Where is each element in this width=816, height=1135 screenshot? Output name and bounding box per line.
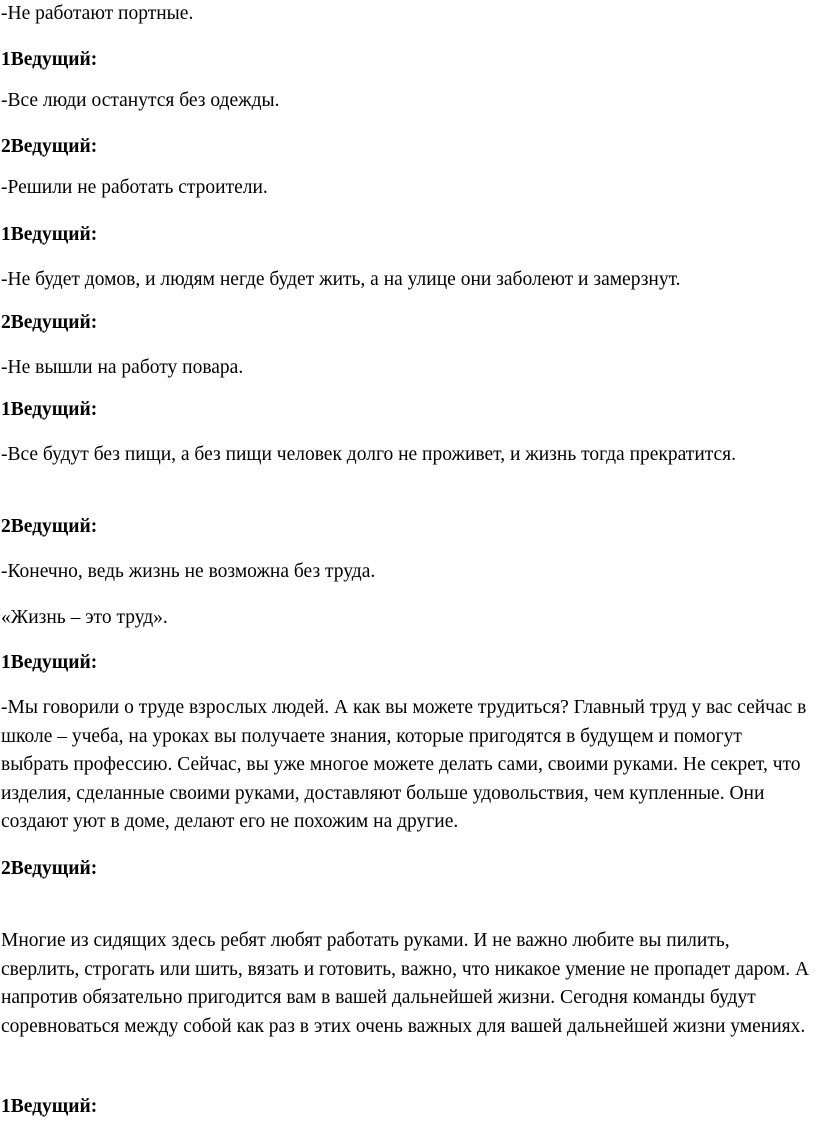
paragraph-work-of-adults: -Мы говорили о труде взрослых людей. А как вы можете трудиться? Главный труд у вас сейчас в школе – учеба, на уроках вы получаете знания, которые пригодятся в будущем и помогут выбрать профессию. Сейчас, вы уже многое можете делать сами, своими руками. Не секрет, что изделия, сделанные своими руками, доставляют больше удовольствия, чем купленные. Они создают уют в доме, делают его не похожим на другие.	[1, 697, 807, 833]
paragraph-handwork: Многие из сидящих здесь ребят любят работать руками. И не важно любите вы пилить, сверлить, строгать или шить, вязать и готовить, важно, что никакое умение не пропадет даром. А напротив обязательно пригодится вам в вашей дальнейшей жизни. Сегодня команды будут соревноваться между собой как раз в этих очень важных для вашей дальнейшей жизни умениях.	[1, 930, 810, 1037]
speaker-label: 2Ведущий:	[1, 312, 98, 333]
speaker-label: 2Ведущий:	[1, 516, 98, 537]
line-builders: -Решили не работать строители.	[1, 177, 268, 198]
speaker-label: 2Ведущий:	[1, 858, 98, 879]
speaker-label: 1Ведущий:	[1, 224, 98, 245]
line-no-houses: -Не будет домов, и людям негде будет жить, а на улице они заболеют и замерзнут.	[1, 269, 681, 290]
speaker-label: 2Ведущий:	[1, 136, 98, 157]
speaker-label: 1Ведущий:	[1, 1096, 98, 1117]
speaker-label: 1Ведущий:	[1, 49, 98, 70]
speaker-label: 1Ведущий:	[1, 399, 98, 420]
line-life-is-work: «Жизнь – это труд».	[1, 607, 168, 628]
line-no-clothes: -Все люди останутся без одежды.	[1, 90, 280, 111]
speaker-label: 1Ведущий:	[1, 652, 98, 673]
line-life-needs-work: -Конечно, ведь жизнь не возможна без труда.	[1, 561, 376, 582]
line-tailors: -Не работают портные.	[1, 3, 194, 24]
line-cooks: -Не вышли на работу повара.	[1, 357, 244, 378]
paragraph-no-food: -Все будут без пищи, а без пищи человек долго не проживет, и жизнь тогда прекратится.	[1, 444, 737, 465]
